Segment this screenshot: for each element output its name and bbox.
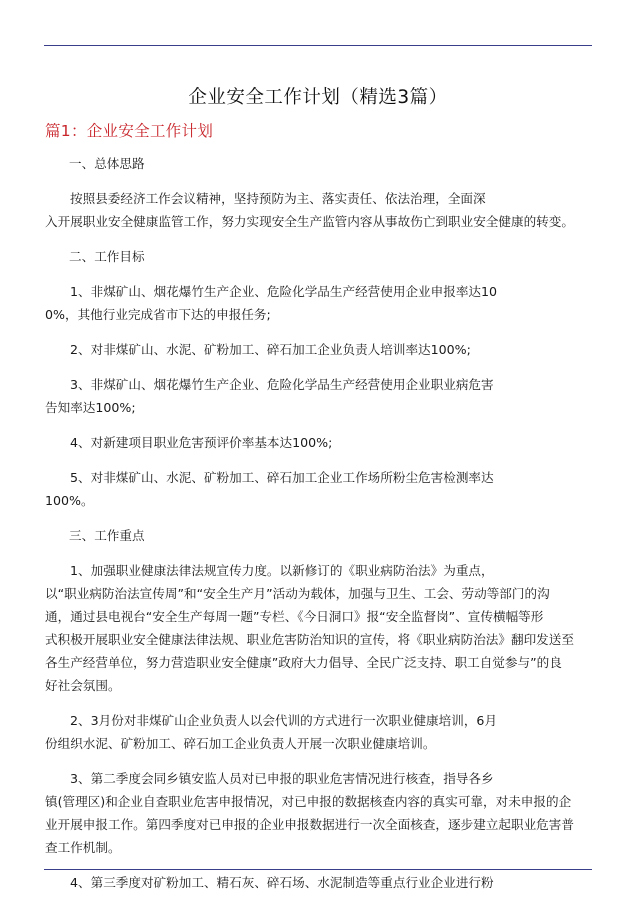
text-line: 2、对非煤矿山、水泥、矿粉加工、碎石加工企业负责人培训率达100%; [70,342,471,357]
body-paragraph [45,871,593,894]
text-line: 4、对新建项目职业危害预评价率基本达100%; [70,435,333,450]
text-line: 份组织水泥、矿粉加工、碎石加工企业负责人开展一次职业健康培训。 [45,736,436,751]
footer-rule [44,869,592,870]
text-line: 以“职业病防治法宣传周”和“安全生产月”活动为载体，加强与卫生、工会、劳动等部门的沟 [45,586,550,601]
text-line: 三、工作重点 [69,528,145,543]
body-paragraph [45,280,593,326]
document-body [45,152,593,906]
text-line: 二、工作目标 [69,249,145,264]
text-line: 一、总体思路 [69,156,145,171]
text-line: 3、非煤矿山、烟花爆竹生产企业、危险化学品生产经营使用企业职业病危害 [70,377,494,392]
header-rule [44,45,592,46]
body-paragraph [45,338,593,361]
text-line: 各生产经营单位，努力营造职业安全健康”政府大力倡导、全民广泛支持、职工自觉参与”的良 [45,655,562,670]
text-line: 100%。 [45,493,94,508]
text-line: 告知率达100%; [45,400,136,415]
body-paragraph [45,767,593,859]
text-line: 业开展申报工作。第四季度对已申报的企业申报数据进行一次全面核查，逐步建立起职业危害普 [45,817,574,832]
text-line: 3、第二季度会同乡镇安监人员对已申报的职业危害情况进行核查，指导各乡 [70,771,494,786]
document-title: 企业安全工作计划（精选3篇） [188,87,448,108]
text-line: 1、加强职业健康法律法规宣传力度。以新修订的《职业病防治法》为重点， [70,563,494,578]
text-line: 4、第三季度对矿粉加工、精石灰、碎石场、水泥制造等重点行业企业进行粉 [70,875,494,890]
body-paragraph [45,709,593,755]
text-line: 1、非煤矿山、烟花爆竹生产企业、危险化学品生产经营使用企业申报率达10 [70,284,498,299]
section-heading: 篇1：企业安全工作计划 [45,122,214,140]
text-line: 式积极开展职业安全健康法律法规、职业危害防治知识的宣传，将《职业病防治法》翻印发送至 [45,632,574,647]
body-paragraph [45,466,593,512]
text-line: 入开展职业安全健康监管工作，努力实现安全生产监管内容从事故伤亡到职业安全健康的转变。 [45,214,574,229]
text-line: 5、对非煤矿山、水泥、矿粉加工、碎石加工企业工作场所粉尘危害检测率达 [70,470,494,485]
section-subheading [45,245,593,268]
text-line: 查工作机制。 [45,840,121,855]
body-paragraph [45,559,593,697]
section-subheading [45,152,593,175]
body-paragraph [45,431,593,454]
text-line: 2、3月份对非煤矿山企业负责人以会代训的方式进行一次职业健康培训，6月 [70,713,498,728]
text-line: 0%，其他行业完成省市下达的申报任务; [45,307,271,322]
text-line: 按照县委经济工作会议精神，坚持预防为主、落实责任、依法治理，全面深 [70,191,486,206]
text-line: 好社会氛围。 [45,678,121,693]
section-subheading [45,524,593,547]
text-line: 镇(管理区)和企业自查职业危害申报情况，对已申报的数据核查内容的真实可靠，对未申报的企 [45,794,572,809]
body-paragraph [45,373,593,419]
body-paragraph [45,187,593,233]
text-line: 通，通过县电视台“安全生产每周一题”专栏、《今日洞口》报“安全监督岗”、宣传横幅等形 [45,609,544,624]
